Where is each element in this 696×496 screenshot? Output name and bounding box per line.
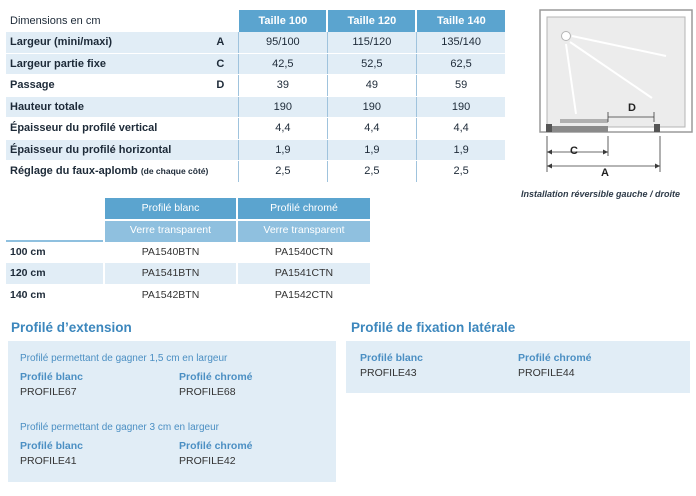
dimension-label: Hauteur totale bbox=[6, 96, 212, 118]
dimension-c-label: C bbox=[570, 145, 578, 157]
dimension-label-text: Réglage du faux-aplomb bbox=[10, 165, 138, 178]
dimension-value: 190 bbox=[416, 96, 505, 118]
dimension-value: 59 bbox=[416, 75, 505, 97]
dimension-value: 95/100 bbox=[238, 32, 327, 54]
extension-type: Profilé chromé bbox=[179, 371, 253, 383]
ref-header-chrome: Profilé chromé bbox=[237, 198, 370, 220]
lateral-type: Profilé blanc bbox=[360, 352, 424, 364]
dimension-value: 62,5 bbox=[416, 53, 505, 75]
ref-corner bbox=[6, 198, 104, 220]
ref-size: 120 cm bbox=[6, 263, 104, 285]
ref-corner bbox=[6, 220, 104, 242]
dimension-value: 49 bbox=[327, 75, 416, 97]
dimension-a-label: A bbox=[601, 167, 609, 179]
size-header-120: Taille 120 bbox=[327, 10, 416, 32]
dimension-label: Largeur partie fixe bbox=[6, 53, 212, 75]
ref-code: PA1542CTN bbox=[237, 284, 370, 306]
ref-code: PA1541BTN bbox=[104, 263, 237, 285]
size-header-140: Taille 140 bbox=[416, 10, 505, 32]
extension-type: Profilé blanc bbox=[20, 371, 84, 383]
dimensions-header-label: Dimensions en cm bbox=[10, 14, 101, 27]
ref-subheader-white: Verre transparent bbox=[104, 220, 237, 242]
dimension-value: 42,5 bbox=[238, 53, 327, 75]
ref-size: 140 cm bbox=[10, 288, 46, 301]
extension-code: PROFILE68 bbox=[179, 386, 236, 398]
ref-code: PA1540CTN bbox=[237, 241, 370, 263]
dimension-row bbox=[6, 32, 505, 54]
dimension-value: 1,9 bbox=[416, 139, 505, 161]
dimension-value: 4,4 bbox=[416, 118, 505, 140]
ref-size: 100 cm bbox=[6, 241, 104, 263]
dimension-value: 52,5 bbox=[327, 53, 416, 75]
dimension-value: 190 bbox=[238, 96, 327, 118]
lateral-panel bbox=[346, 341, 690, 393]
dimension-label-note: (de chaque côté) bbox=[140, 166, 209, 177]
dimension-value: 190 bbox=[327, 96, 416, 118]
dimension-letter bbox=[212, 118, 238, 140]
dimension-value: 2,5 bbox=[238, 161, 327, 183]
dimension-value: 115/120 bbox=[327, 32, 416, 54]
sliding-panel bbox=[560, 119, 608, 123]
size-header-100: Taille 100 bbox=[238, 10, 327, 32]
lateral-code: PROFILE44 bbox=[518, 367, 575, 379]
dimension-d-label: D bbox=[628, 102, 636, 114]
lateral-type: Profilé chromé bbox=[518, 352, 592, 364]
dimension-letter bbox=[212, 139, 238, 161]
references-table bbox=[6, 198, 370, 306]
dimension-letter: D bbox=[212, 75, 238, 97]
dimension-label bbox=[6, 161, 212, 183]
dimension-row bbox=[6, 139, 505, 161]
dimension-label: Épaisseur du profilé horizontal bbox=[6, 139, 212, 161]
left-profile bbox=[546, 124, 552, 132]
right-profile bbox=[654, 124, 660, 132]
shower-head-icon bbox=[562, 32, 571, 41]
dimension-row bbox=[6, 96, 505, 118]
dimension-value: 135/140 bbox=[416, 32, 505, 54]
extension-code: PROFILE41 bbox=[20, 455, 77, 467]
dimension-value: 4,4 bbox=[327, 118, 416, 140]
dimension-value: 2,5 bbox=[327, 161, 416, 183]
ref-header-white: Profilé blanc bbox=[104, 198, 237, 220]
ref-code: PA1541CTN bbox=[237, 263, 370, 285]
ref-code: PA1542BTN bbox=[104, 284, 237, 306]
dimension-letter: A bbox=[212, 32, 238, 54]
extension-panel bbox=[8, 341, 336, 482]
extension-note: Profilé permettant de gagner 3 cm en largeur bbox=[20, 422, 219, 433]
dimension-label: Passage bbox=[6, 75, 212, 97]
ref-subheader-chrome: Verre transparent bbox=[237, 220, 370, 242]
ref-row bbox=[6, 241, 370, 263]
dimension-value: 39 bbox=[238, 75, 327, 97]
dimension-value: 2,5 bbox=[416, 161, 505, 183]
dimension-row bbox=[6, 118, 505, 140]
fixed-panel bbox=[550, 126, 608, 132]
extension-code: PROFILE67 bbox=[20, 386, 77, 398]
ref-code: PA1540BTN bbox=[104, 241, 237, 263]
ref-row bbox=[6, 284, 370, 306]
shower-plan-diagram bbox=[516, 4, 696, 200]
extension-type: Profilé chromé bbox=[179, 440, 253, 452]
extension-note: Profilé permettant de gagner 1,5 cm en largeur bbox=[20, 353, 228, 364]
dimension-row bbox=[6, 75, 505, 97]
lateral-title: Profilé de fixation latérale bbox=[351, 320, 516, 335]
extension-code: PROFILE42 bbox=[179, 455, 236, 467]
dimension-letter bbox=[212, 96, 238, 118]
dimension-value: 1,9 bbox=[238, 139, 327, 161]
dimension-letter: C bbox=[212, 53, 238, 75]
lateral-code: PROFILE43 bbox=[360, 367, 417, 379]
dimension-label: Épaisseur du profilé vertical bbox=[6, 118, 212, 140]
extension-type: Profilé blanc bbox=[20, 440, 84, 452]
dimension-row bbox=[6, 161, 505, 183]
extension-title: Profilé d’extension bbox=[11, 320, 132, 335]
ref-row bbox=[6, 263, 370, 285]
diagram-caption: Installation réversible gauche / droite bbox=[521, 189, 681, 199]
dimension-value: 1,9 bbox=[327, 139, 416, 161]
dimension-label: Largeur (mini/maxi) bbox=[6, 32, 212, 54]
dimensions-table bbox=[6, 10, 505, 183]
dimension-value: 4,4 bbox=[238, 118, 327, 140]
dimension-letter bbox=[212, 161, 238, 183]
dimension-row bbox=[6, 53, 505, 75]
